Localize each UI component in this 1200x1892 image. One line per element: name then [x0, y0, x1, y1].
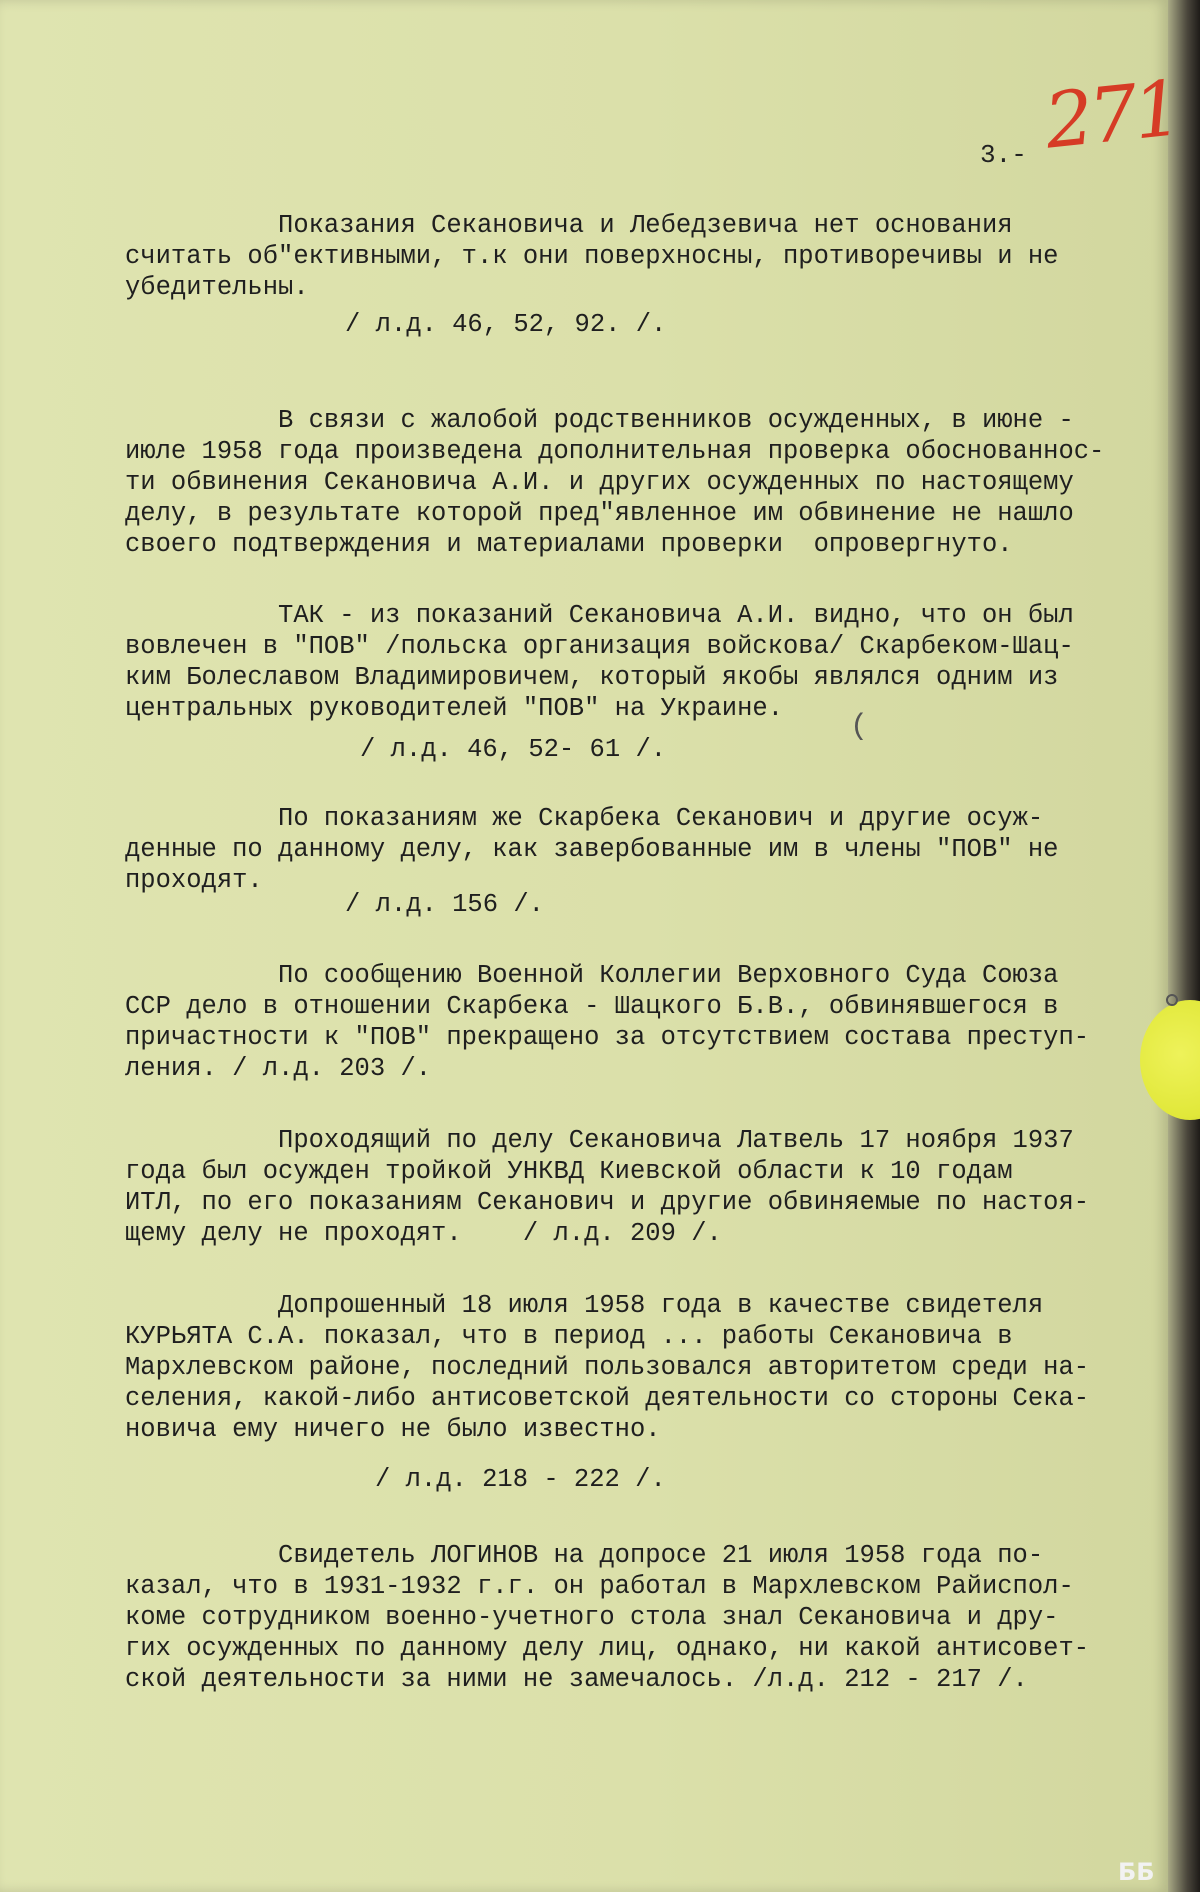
- handwritten-sheet-number: 271: [1040, 63, 1183, 166]
- pencil-tick-mark: (: [850, 710, 869, 744]
- paragraph-2: В связи с жалобой родственников осужденных, в июне - июле 1958 года произведена дополнительная проверка обоснованнос- ти обвинения Секановича А.И. и других осужденных по настоящему делу, в результате которой пред"явленное им обвинение не нашло своего подтверждения и материалами проверки опровергнуто.: [125, 406, 1105, 559]
- paragraph-7: Допрошенный 18 июля 1958 года в качестве свидетеля КУРЬЯТА С.А. показал, что в период ... работы Секановича в Мархлевском районе, последний пользовался авторитетом среди на- селения, какой-либо антисоветской деятельности со стороны Сека- новича ему ничего не было известно.: [125, 1291, 1090, 1444]
- punch-hole-icon: [1166, 994, 1178, 1006]
- paragraph-4: По показаниям же Скарбека Секанович и другие осуж- денные по данному делу, как завербованные им в члены "ПОВ" не проходят.: [125, 804, 1059, 895]
- case-reference-1: / л.д. 46, 52, 92. /.: [345, 310, 667, 339]
- case-reference-3: / л.д. 46, 52- 61 /.: [360, 735, 667, 764]
- case-reference-4: / л.д. 156 /.: [345, 890, 544, 919]
- page-number: 3.-: [980, 140, 1027, 170]
- paragraph-6: Проходящий по делу Секановича Латвель 17 ноября 1937 года был осужден тройкой УНКВД Киевской области к 10 годам ИТЛ, по его показаниям Секанович и другие обвиняемые по настоя- щему делу не проходят. / л.д. 209 /.: [125, 1126, 1090, 1248]
- paragraph-3: ТАК - из показаний Секановича А.И. видно, что он был вовлечен в "ПОВ" /польска организация войскова/ Скарбеком-Шац- ким Болеславом Владимировичем, который якобы являлся одним из центральных руководителей "ПОВ" на Украине.: [125, 601, 1074, 723]
- paragraph-1: Показания Секановича и Лебедзевича нет основания считать об"ективными, т.к они поверхносны, противоречивы и не убедительны.: [125, 211, 1059, 302]
- watermark: ББ: [1118, 1858, 1155, 1886]
- case-reference-7: / л.д. 218 - 222 /.: [375, 1465, 666, 1494]
- paragraph-5: По сообщению Военной Коллегии Верховного Суда Союза ССР дело в отношении Скарбека - Шацкого Б.В., обвинявшегося в причастности к "ПОВ" прекращено за отсутствием состава преступ- ления. / л.д. 203 /.: [125, 961, 1090, 1083]
- paragraph-8: Свидетель ЛОГИНОВ на допросе 21 июля 1958 года по- казал, что в 1931-1932 г.г. он работал в Мархлевском Райиспол- коме сотрудником военно-учетного стола знал Секановича и дру- гих осужденных по данному делу лиц, однако, ни какой антисовет- ской деятельности за ними не замечалось. /л.д. 212 - 217 /.: [125, 1541, 1090, 1694]
- binder-edge: [1168, 0, 1200, 1892]
